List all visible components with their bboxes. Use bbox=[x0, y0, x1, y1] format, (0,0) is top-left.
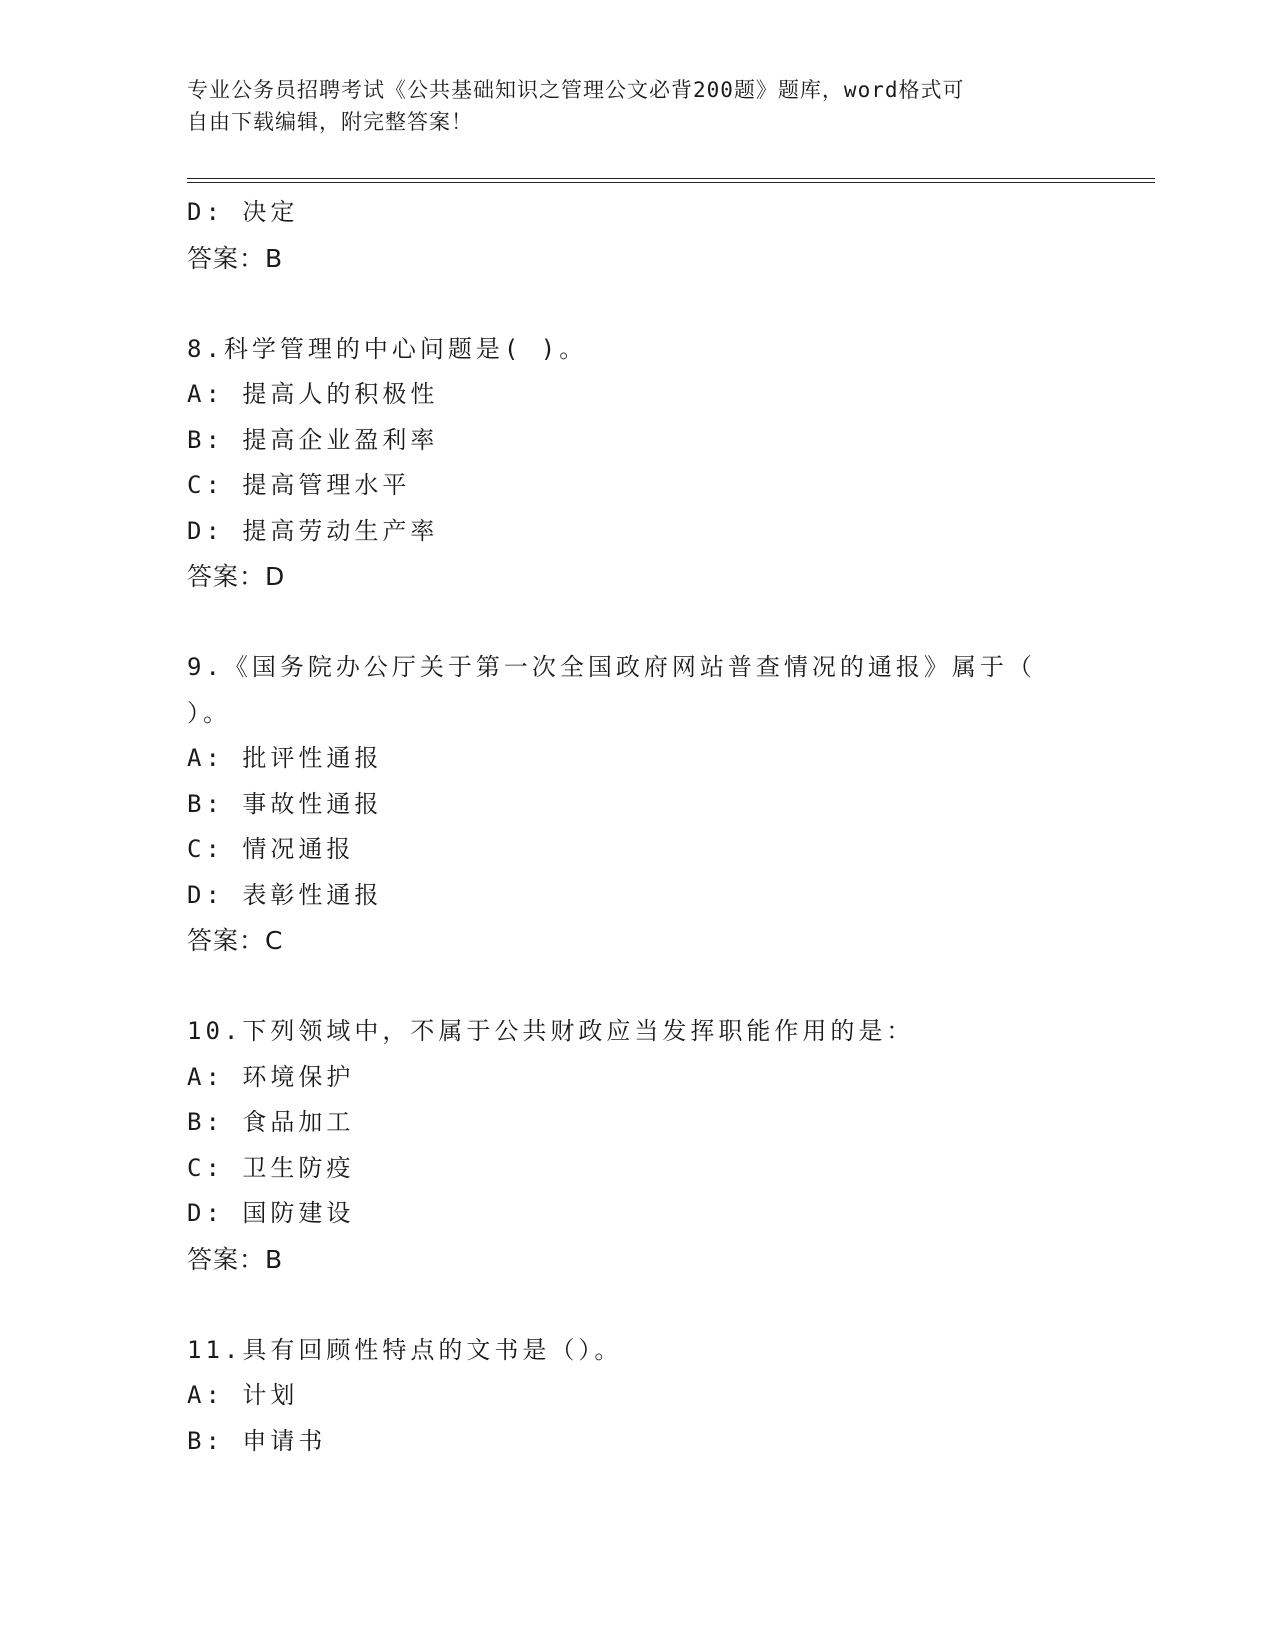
option-c: C: 提高管理水平 bbox=[187, 471, 411, 499]
spacer bbox=[187, 1282, 1087, 1328]
question-11 bbox=[187, 1328, 1087, 1465]
option-b: B: 提高企业盈利率 bbox=[187, 425, 439, 454]
spacer bbox=[187, 281, 1087, 327]
option-d: D: 决定 bbox=[187, 198, 299, 226]
document-header bbox=[187, 74, 1067, 138]
header-line-2: 自由下载编辑，附完整答案！ bbox=[187, 110, 473, 134]
option-c: C: 情况通报 bbox=[187, 835, 355, 863]
spacer bbox=[187, 600, 1087, 646]
question-stem: 11.具有回顾性特点的文书是（）。 bbox=[187, 1335, 623, 1364]
option-d: D: 表彰性通报 bbox=[187, 880, 383, 909]
option-b: B: 事故性通报 bbox=[187, 789, 383, 818]
option-d: D: 国防建设 bbox=[187, 1199, 355, 1227]
answer-line: 答案：B bbox=[187, 1244, 284, 1274]
option-a: A: 环境保护 bbox=[187, 1062, 355, 1091]
answer-line: 答案：D bbox=[187, 562, 286, 591]
question-list bbox=[187, 190, 1087, 1464]
answer-line: 答案：C bbox=[187, 926, 284, 955]
option-a: A: 提高人的积极性 bbox=[187, 380, 439, 408]
question-stem: 10.下列领域中，不属于公共财政应当发挥职能作用的是： bbox=[187, 1017, 915, 1045]
spacer bbox=[187, 964, 1087, 1010]
option-c: C: 卫生防疫 bbox=[187, 1153, 355, 1182]
option-a: A: 批评性通报 bbox=[187, 744, 383, 772]
question-8 bbox=[187, 327, 1087, 600]
question-stem-line-1: 9.《国务院办公厅关于第一次全国政府网站普查情况的通报》属于（ bbox=[187, 653, 1036, 681]
question-stem-line-2: ）。 bbox=[187, 698, 231, 727]
option-b: B: 申请书 bbox=[187, 1426, 327, 1455]
question-9 bbox=[187, 645, 1087, 964]
header-line-1: 专业公务员招聘考试《公共基础知识之管理公文必背200题》题库，word格式可 bbox=[187, 78, 965, 102]
option-b: B: 食品加工 bbox=[187, 1108, 355, 1136]
question-10 bbox=[187, 1009, 1087, 1282]
header-divider bbox=[187, 178, 1155, 183]
option-a: A: 计划 bbox=[187, 1381, 299, 1409]
answer-line: 答案：B bbox=[187, 243, 284, 273]
question-stem: 8.科学管理的中心问题是( )。 bbox=[187, 334, 588, 363]
option-d: D: 提高劳动生产率 bbox=[187, 516, 439, 545]
